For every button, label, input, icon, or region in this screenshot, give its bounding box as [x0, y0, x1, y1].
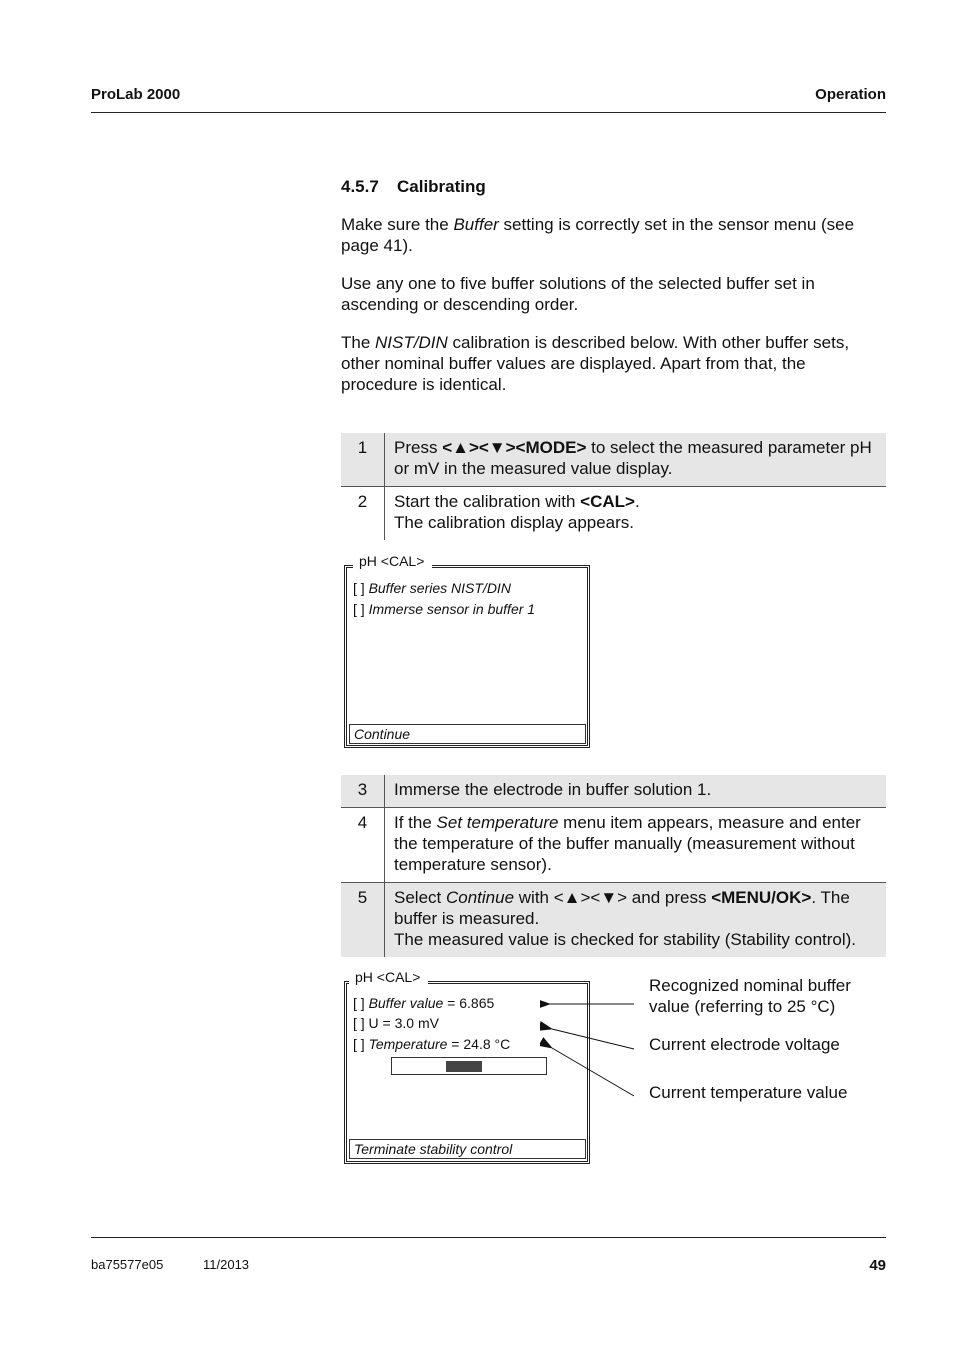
callout-temperature: Current temperature value: [649, 1083, 848, 1102]
step-number: 2: [341, 487, 385, 541]
display-screen-cal: [344, 553, 590, 748]
display-line-text: Buffer series NIST/DIN: [368, 580, 511, 596]
footer-date: 11/2013: [203, 1257, 250, 1272]
steps-table-1: [341, 433, 886, 540]
section-number: 4.5.7: [341, 177, 379, 196]
checkbox-marker: [ ]: [353, 995, 369, 1011]
paragraph-nist-din: [341, 332, 886, 395]
display-title: pH <CAL>: [349, 969, 428, 985]
header-rule: [91, 112, 886, 113]
step-key: <CAL>: [580, 492, 635, 511]
step-text-line2: The measured value is checked for stability (Stability control).: [394, 930, 857, 949]
p1-emphasis: Buffer: [453, 215, 499, 234]
stability-progress-bar: [391, 1057, 547, 1075]
arrow-voltage: [552, 1029, 634, 1049]
step-text: [385, 487, 887, 541]
step-row: [341, 883, 886, 958]
stability-progress-fill: [446, 1061, 482, 1072]
display-line-buffer-value: [353, 994, 494, 1012]
step-text-line2: The calibration display appears.: [394, 513, 635, 532]
terminate-stability-softkey[interactable]: Terminate stability control: [349, 1139, 586, 1159]
step-text-part: menu item appears, measure and enter the temperature of the buffer manually (measurement without temperature sensor).: [394, 813, 861, 874]
paragraph-buffer-solutions: Use any one to five buffer solutions of the selected buffer set in ascending or descending order.: [341, 274, 815, 314]
continue-softkey[interactable]: Continue: [349, 724, 586, 744]
step-number: 5: [341, 883, 385, 958]
step-number: 3: [341, 775, 385, 808]
display-line-immerse: [353, 600, 535, 618]
page-number: 49: [869, 1257, 886, 1274]
paragraph-buffer-setting: [341, 214, 886, 256]
step-text-part: .: [634, 492, 640, 511]
footer-rule: [91, 1237, 886, 1238]
display-line-buffer-series: [353, 579, 511, 597]
display-line-temperature: [353, 1035, 510, 1053]
callout-arrows: [540, 990, 640, 1100]
section-title: [341, 177, 486, 197]
step-row: [341, 808, 886, 883]
step-text-part: Select: [394, 888, 446, 907]
callout-buffer-value: [649, 975, 851, 1017]
checkbox-marker: [ ]: [353, 580, 369, 596]
display-title: pH <CAL>: [353, 553, 432, 569]
display-line-value: = 6.865: [443, 995, 495, 1011]
step-text-part: Start the calibration with: [394, 492, 581, 511]
checkbox-marker: [ ]: [353, 601, 369, 617]
p1-text-end: setting is correctly set in the sensor menu (see page 41).: [341, 215, 855, 255]
display-line-label: Buffer value: [368, 995, 444, 1011]
step-row: [341, 433, 886, 487]
display-line-text: Immerse sensor in buffer 1: [368, 601, 536, 617]
step-text: Immerse the electrode in buffer solution 1.: [385, 775, 887, 808]
step-text-part: Press: [394, 438, 443, 457]
step-text-part: . The buffer is measured.: [394, 888, 850, 928]
p1-text: Make sure the: [341, 215, 454, 234]
step-text: [385, 433, 887, 487]
arrow-temperature: [552, 1048, 634, 1096]
step-key: <MENU/OK>: [711, 888, 812, 907]
step-text-part: to select the measured parameter pH or mV in the measured value display.: [394, 438, 872, 478]
step-emphasis: Set temperature: [436, 813, 559, 832]
callout-voltage: Current electrode voltage: [649, 1035, 840, 1054]
header-chapter: Operation: [815, 86, 886, 103]
checkbox-marker: [ ]: [353, 1036, 369, 1052]
display-line-voltage: [ ] U = 3.0 mV: [353, 1015, 439, 1031]
p3-emphasis: NIST/DIN: [375, 333, 448, 352]
display-line-label: Temperature: [368, 1036, 448, 1052]
step-row: [341, 775, 886, 808]
callout-line: value (referring to 25 °C): [649, 997, 836, 1016]
header-product: ProLab 2000: [91, 86, 181, 103]
step-text: [385, 883, 887, 958]
steps-table-2: [341, 775, 886, 957]
step-number: 1: [341, 433, 385, 487]
display-line-value: = 24.8 °C: [447, 1036, 511, 1052]
p3-text: The: [341, 333, 376, 352]
step-keys: <▲><▼><MODE>: [442, 438, 587, 457]
step-number: 4: [341, 808, 385, 883]
step-emphasis: Continue: [445, 888, 515, 907]
step-text-part: If the: [394, 813, 437, 832]
callout-line: Recognized nominal buffer: [649, 976, 851, 995]
step-text: [385, 808, 887, 883]
section-title-text: Calibrating: [397, 177, 486, 196]
footer-doc-number: ba75577e05: [91, 1257, 164, 1272]
step-row: [341, 487, 886, 541]
p3-text-end: calibration is described below. With other buffer sets, other nominal buffer values are displayed. Apart from that, the procedure is identical.: [341, 333, 850, 394]
step-text-part: with <▲><▼> and press: [514, 888, 712, 907]
